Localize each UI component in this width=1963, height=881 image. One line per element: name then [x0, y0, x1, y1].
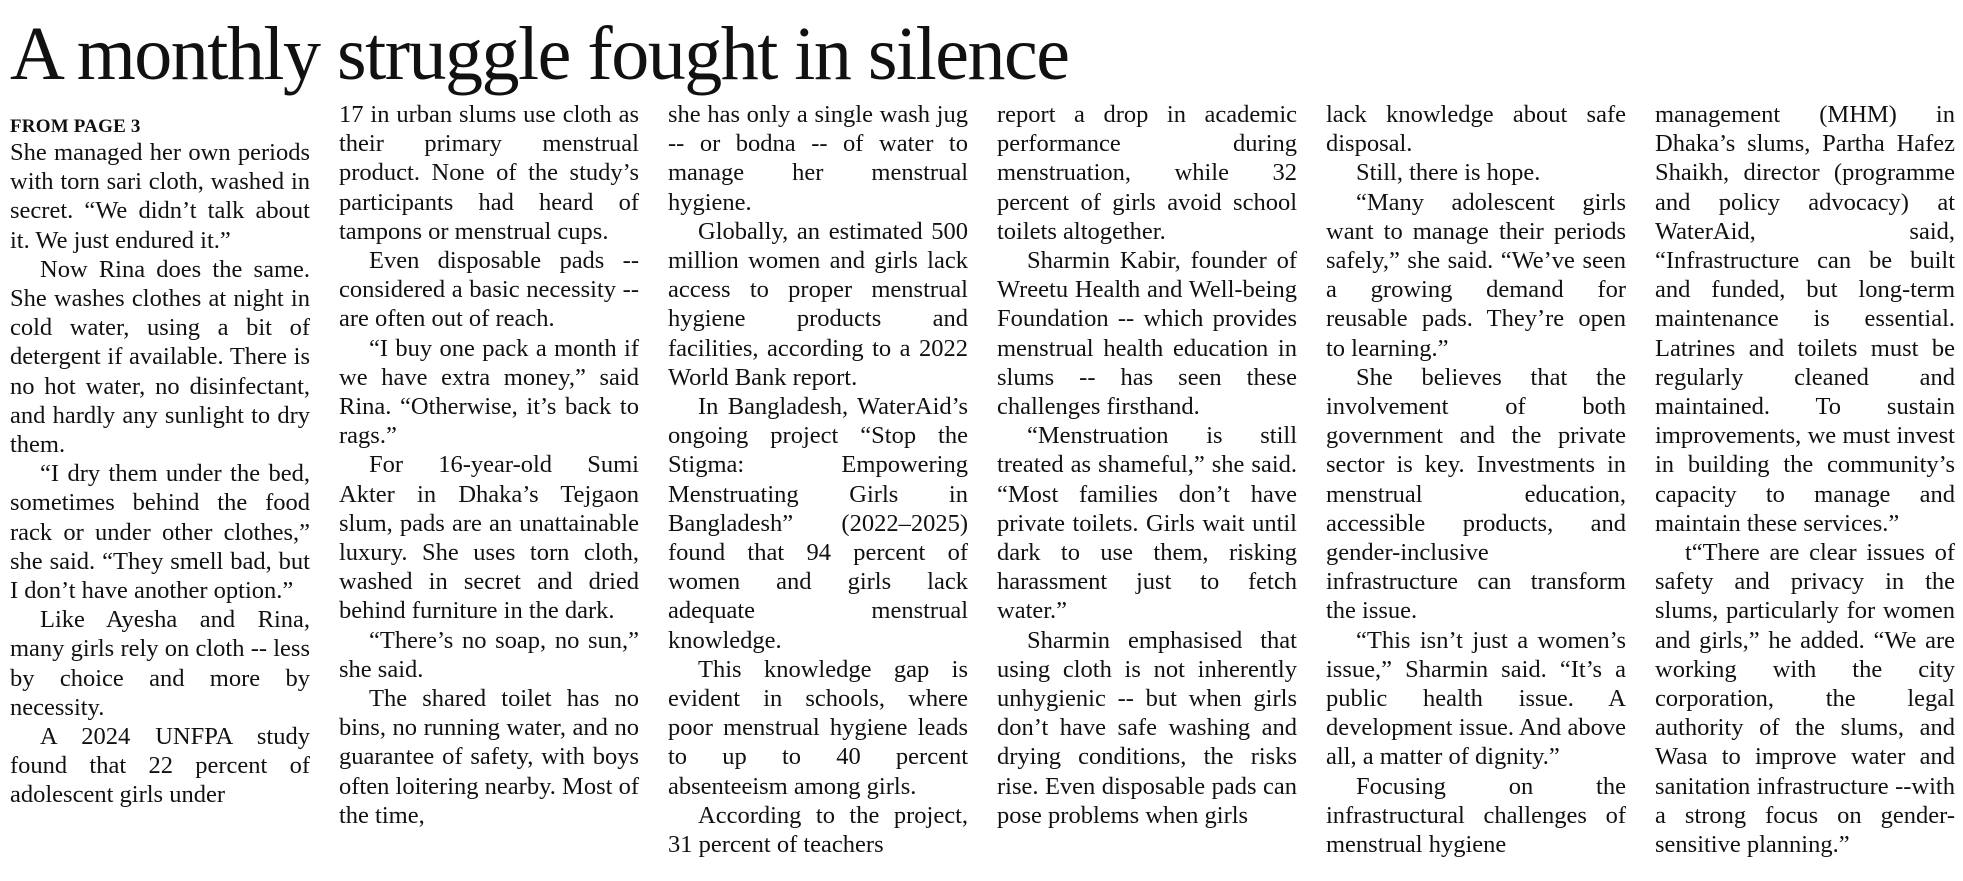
- paragraph: She managed her own periods with torn sari cloth, washed in secret. “We didn’t talk about it. We just endured it.”: [10, 139, 310, 254]
- paragraph: Now Rina does the same. She washes clothes at night in cold water, using a bit of detergent if available. There is no hot water, no disinfectant, and hardly any sunlight to dry them.: [10, 255, 310, 459]
- article-column-6: [1655, 100, 1955, 859]
- article-column-2: [339, 100, 639, 830]
- paragraph: Sharmin Kabir, founder of Wreetu Health and Well-being Foundation -- which provides menstrual health education in slums -- has seen these challenges firsthand.: [997, 247, 1297, 421]
- paragraph: In Bangladesh, WaterAid’s ongoing project “Stop the Stigma: Empowering Menstruating Girls in Bangladesh” (2022–2025) found that 94 percent of women and girls lack adequate menstrual knowledge.: [668, 393, 968, 654]
- paragraph: “There’s no soap, no sun,” she said.: [339, 626, 639, 683]
- paragraph: Globally, an estimated 500 million women and girls lack access to proper menstrual hygiene products and facilities, according to a 2022 World Bank report.: [668, 217, 968, 391]
- paragraph: report a drop in academic performance during menstruation, while 32 percent of girls avoid school toilets altogether.: [997, 101, 1297, 245]
- paragraph: “This isn’t just a women’s issue,” Sharmin said. “It’s a public health issue. A development issue. And above all, a matter of dignity.”: [1326, 626, 1626, 771]
- paragraph: Even disposable pads -- considered a basic necessity -- are often out of reach.: [339, 247, 639, 333]
- paragraph: Focusing on the infrastructural challenges of menstrual hygiene: [1326, 772, 1626, 859]
- paragraph: lack knowledge about safe disposal.: [1326, 101, 1626, 158]
- paragraph: Like Ayesha and Rina, many girls rely on cloth -- less by choice and more by necessity.: [10, 606, 310, 721]
- paragraph: For 16-year-old Sumi Akter in Dhaka’s Tejgaon slum, pads are an unattainable luxury. She uses torn cloth, washed in secret and dried behind furniture in the dark.: [339, 451, 639, 625]
- paragraph: management (MHM) in Dhaka’s slums, Partha Hafez Shaikh, director (programme and policy advocacy) at WaterAid, said, “Infrastructure can be built and funded, but long-term maintenance is essential. Latrines and toilets must be regularly cleaned and maintained. To sustain improvements, we must invest in building the community’s capacity to manage and maintain these services.”: [1655, 101, 1955, 537]
- paragraph: “I dry them under the bed, sometimes behind the food rack or under other clothes,” she said. “They smell bad, but I don’t have another option.”: [10, 460, 310, 605]
- article-column-5: [1326, 100, 1626, 859]
- paragraph: t“There are clear issues of safety and privacy in the slums, particularly for women and girls,” he added. “We are working with the city corporation, the legal authority of the slums, and Wasa to improve water and sanitation infrastructure --with a strong focus on gender-sensitive planning.”: [1655, 539, 1955, 859]
- paragraph: Sharmin emphasised that using cloth is not inherently unhygienic -- but when girls don’t have safe washing and drying conditions, the risks rise. Even disposable pads can pose problems when girls: [997, 626, 1297, 829]
- paragraph: she has only a single wash jug -- or bodna -- of water to manage her menstrual hygiene.: [668, 101, 968, 216]
- headline: A monthly struggle fought in silence: [10, 12, 1069, 96]
- paragraph: “I buy one pack a month if we have extra money,” said Rina. “Otherwise, it’s back to rags.”: [339, 334, 639, 450]
- article-column-1: [10, 108, 310, 810]
- article-column-4: [997, 100, 1297, 830]
- paragraph: The shared toilet has no bins, no running water, and no guarantee of safety, with boys often loitering nearby. Most of the time,: [339, 685, 639, 829]
- paragraph: “Menstruation is still treated as shameful,” she said. “Most families don’t have private toilets. Girls wait until dark to use them, risking harassment just to fetch water.”: [997, 422, 1297, 625]
- paragraph: According to the project, 31 percent of teachers: [668, 801, 968, 859]
- paragraph: Still, there is hope.: [1356, 159, 1541, 187]
- paragraph: A 2024 UNFPA study found that 22 percent of adolescent girls under: [10, 723, 310, 809]
- article-column-3: [668, 100, 968, 859]
- paragraph: 17 in urban slums use cloth as their primary menstrual product. None of the study’s participants had heard of tampons or menstrual cups.: [339, 101, 639, 245]
- from-page-kicker: FROM PAGE 3: [10, 116, 141, 137]
- paragraph: This knowledge gap is evident in schools, where poor menstrual hygiene leads to up to 40 percent absenteeism among girls.: [668, 655, 968, 800]
- paragraph: “Many adolescent girls want to manage their periods safely,” she said. “We’ve seen a growing demand for reusable pads. They’re open to learning.”: [1326, 188, 1626, 362]
- paragraph: She believes that the involvement of both government and the private sector is key. Investments in menstrual education, accessible products, and gender-inclusive infrastructure can transform the issue.: [1326, 363, 1626, 625]
